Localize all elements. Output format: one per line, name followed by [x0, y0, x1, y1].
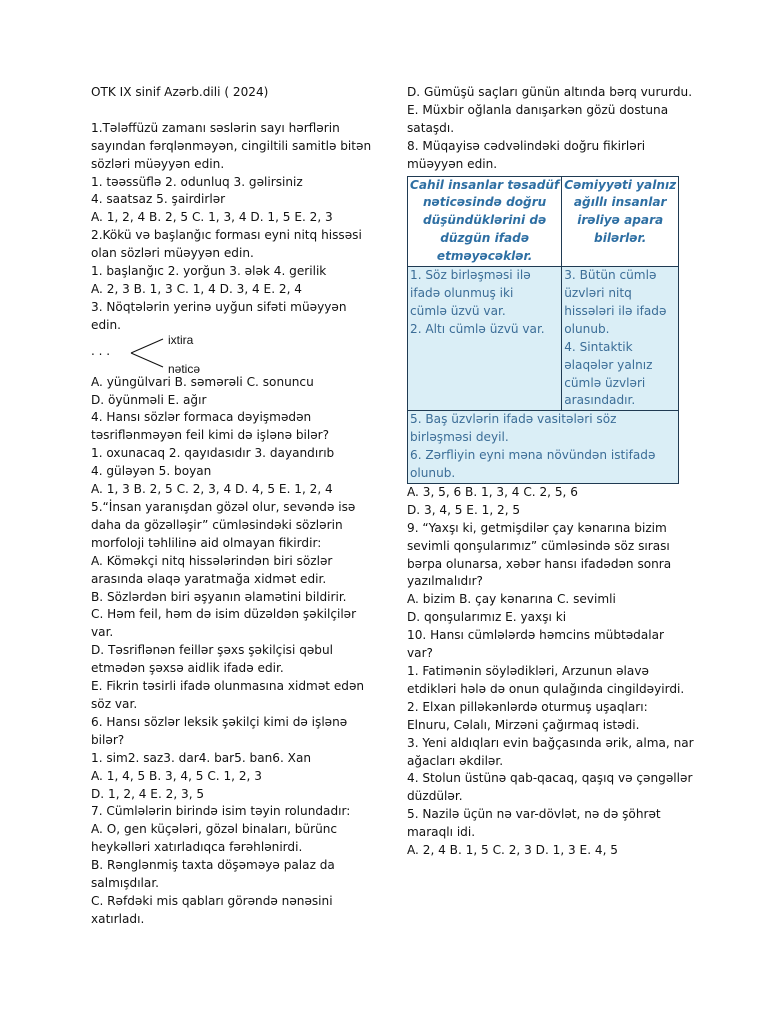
text-line: A. 3, 5, 6 B. 1, 3, 4 C. 2, 5, 6 [407, 484, 578, 499]
diagram-bottom-word: nəticə [168, 361, 201, 376]
table-header-line: nəticəsində doğru [422, 195, 547, 210]
text-line: morfoloji təhlilinə aid olmayan fikirdir: [91, 535, 322, 550]
text-line: olan sözləri müəyyən edin. [91, 246, 254, 261]
text-line: 2.Kökü və başlanğıc forması eyni nitq hissəsi [91, 228, 362, 243]
text-line: bilər? [91, 732, 125, 747]
text-line: B. Rənglənmiş taxta döşəməyə palaz da [91, 858, 335, 873]
text-line: 7. Cümlələrin birində isim təyin rolundadır: [91, 804, 351, 819]
text-line: salmışdılar. [91, 876, 160, 891]
text-line: sayından fərqlənməyən, cingiltili samitlə bitən [91, 138, 372, 153]
branch-diagram [91, 332, 391, 374]
text-line: E. Müxbir oğlanla danışarkən gözü dostuna [407, 102, 669, 117]
text-line: 5.“İnsan yaranışdan gözəl olur, sevəndə isə [91, 500, 356, 515]
branch-arrows-icon [91, 332, 171, 374]
text-line: sözləri müəyyən edin. [91, 156, 225, 171]
text-line: var. [91, 625, 114, 640]
text-line: 1. oxunacaq 2. qayıdasıdır 3. dayandırıb [91, 446, 335, 461]
table-header-line: ağıllı insanlar [573, 195, 667, 210]
table-cell-bottom [408, 411, 679, 484]
text-line: D. 3, 4, 5 E. 1, 2, 5 [407, 502, 521, 517]
table-cell-line: hissələri ilə ifadə [564, 303, 667, 318]
text-line: bərpa olunarsa, xəbər hansı ifadədən sonra [407, 556, 672, 571]
text-line: A. 1, 2, 4 B. 2, 5 C. 1, 3, 4 D. 1, 5 E. 2, 3 [91, 210, 333, 225]
left-text-block [91, 120, 391, 335]
table-cell-line: 5. Baş üzvlərin ifadə vasitələri söz [410, 412, 617, 427]
table-cell-line: 4. Sintaktik [564, 339, 633, 354]
text-line: 1. başlanğıc 2. yorğun 3. ələk 4. gerilik [91, 264, 327, 279]
text-line: 10. Hansı cümlələrdə həmcins mübtədalar [407, 628, 665, 643]
table-cell-line: arasındadır. [564, 393, 636, 408]
table-header-line: düzgün ifadə [440, 231, 530, 246]
text-line: sataşdı. [407, 120, 455, 135]
text-line: 3. Yeni aldıqları evin bağçasında ərik, alma, nar [407, 735, 694, 750]
text-line: söz var. [91, 696, 138, 711]
text-line: yazılmalıdır? [407, 574, 483, 589]
text-line: etdikləri hələ də onun qulağında cingildəyirdi. [407, 681, 685, 696]
text-line: A. 2, 4 B. 1, 5 C. 2, 3 D. 1, 3 E. 4, 5 [407, 843, 618, 858]
text-line: A. 2, 3 B. 1, 3 C. 1, 4 D. 3, 4 E. 2, 4 [91, 281, 302, 296]
text-line: Elnuru, Cəlalı, Mirzəni çağırmaq istədi. [407, 717, 640, 732]
text-line: D. Təsriflənən feillər şəxs şəkilçisi qəbul [91, 643, 334, 658]
text-line: 3. Nöqtələrin yerinə uyğun sifəti müəyyən [91, 299, 347, 314]
text-line: 1. Fatimənin söylədikləri, Arzunun əlavə [407, 664, 649, 678]
text-line: D. 1, 2, 4 E. 2, 3, 5 [91, 786, 205, 801]
text-line: A. bizim B. çay kənarına C. sevimli [407, 592, 616, 607]
table-header-line: bilərlər. [594, 231, 647, 246]
text-line: 8. Müqayisə cədvəlindəki doğru fikirləri [407, 138, 646, 153]
table-cell-line: 1. Söz birləşməsi ilə [410, 268, 531, 283]
text-line: düzdülər. [407, 789, 463, 804]
text-line: D. öyünməli E. ağır [91, 392, 207, 407]
text-line: daha da gözəlləşir” cümləsindəki sözlərin [91, 517, 343, 532]
text-line: var? [407, 646, 433, 661]
table-cell-right [562, 267, 679, 411]
table-cell-line: ifadə olunmuş iki [410, 285, 514, 300]
text-line: 4. Hansı sözlər formaca dəyişmədən [91, 410, 312, 425]
text-line: 1. sim2. saz3. dar4. bar5. ban6. Xan [91, 750, 312, 765]
text-line: C. Həm feil, həm də isim düzəldən şəkilçilər [91, 607, 357, 622]
diagram-dots: . . . [91, 343, 111, 358]
table-header-line: irəliyə apara [577, 213, 664, 228]
table-header-right [562, 176, 679, 267]
right-column [407, 84, 694, 860]
text-line: maraqlı idi. [407, 825, 476, 840]
table-cell-line: cümlə üzvü var. [410, 303, 506, 318]
spacer [91, 102, 391, 120]
text-line: ağacları əkdilər. [407, 753, 504, 768]
table-header-line: Cahil insanlar təsadüf [410, 177, 560, 192]
text-line: A. 1, 4, 5 B. 3, 4, 5 C. 1, 2, 3 [91, 768, 262, 783]
text-line: B. Sözlərdən biri əşyanın əlamətini bildirir. [91, 589, 347, 604]
text-line: arasında əlaqə yaratmağa xidmət edir. [91, 571, 327, 586]
text-line: 4. Stolun üstünə qab-qacaq, qaşıq və çəngəllər [407, 771, 693, 786]
text-line: 9. “Yaxşı ki, getmişdilər çay kənarına bizim [407, 520, 667, 535]
right-text-top [407, 84, 693, 174]
text-line: müəyyən edin. [407, 156, 498, 171]
table-header-line: düşündüklərini də [422, 213, 547, 228]
left-text-block-2 [91, 374, 391, 929]
text-line: A. O, gen küçələri, gözəl binaları, bürünc [91, 822, 338, 837]
table-cell-left [408, 267, 562, 411]
text-line: heykəlləri xatırladıqca fərəhlənirdi. [91, 840, 303, 855]
right-text-bottom [407, 484, 694, 860]
text-line: A. yüngülvari B. səmərəli C. sonuncu [91, 374, 314, 389]
text-line: 4. güləyən 5. boyan [91, 464, 212, 479]
table-cell-line: olunub. [564, 321, 610, 336]
text-line: xatırladı. [91, 911, 145, 926]
table-header-line: Cəmiyyəti yalnız [564, 177, 677, 192]
text-line: 5. Nazilə üçün nə var-dövlət, nə də şöhrət [407, 807, 661, 822]
table-cell-line: 3. Bütün cümlə [564, 268, 657, 283]
text-line: D. qonşularımız E. yaxşı ki [407, 610, 567, 625]
table-cell-line: 2. Altı cümlə üzvü var. [410, 321, 545, 336]
table-cell-line: olunub. [410, 466, 456, 481]
left-column [91, 84, 391, 929]
text-line: C. Rəfdəki mis qabları görəndə nənəsini [91, 893, 333, 908]
table-cell-line: üzvləri nitq [564, 285, 632, 300]
table-header-line: etməyəcəklər. [436, 249, 533, 264]
table-cell-line: əlaqələr yalnız [564, 357, 653, 372]
table-cell-line: 6. Zərfliyin eyni məna növündən istifadə [410, 448, 656, 463]
text-line: 4. saatsaz 5. şairdirlər [91, 192, 226, 207]
text-line: 1. təəssüflə 2. odunluq 3. gəlirsiniz [91, 174, 303, 189]
table-header-left [408, 176, 562, 267]
table-cell-line: birləşməsi deyil. [410, 430, 509, 445]
text-line: 1.Tələffüzü zamanı səslərin sayı hərflərin [91, 120, 340, 135]
diagram-top-word: ixtira [168, 332, 194, 347]
text-line: təsriflənməyən feil kimi də işlənə bilər? [91, 428, 330, 443]
text-line: 6. Hansı sözlər leksik şəkilçi kimi də işlənə [91, 714, 348, 729]
text-line: A. Köməkçi nitq hissələrindən biri sözlər [91, 553, 333, 568]
table-cell-line: cümlə üzvləri [564, 375, 646, 390]
text-line: sevimli qonşularımız” cümləsində söz sırası [407, 538, 670, 553]
text-line: etmədən şəxsə aidlik ifadə edir. [91, 661, 284, 676]
text-line: D. Gümüşü saçları günün altında bərq vururdu. [407, 85, 693, 99]
comparison-table [407, 176, 679, 484]
text-line: A. 1, 3 B. 2, 5 C. 2, 3, 4 D. 4, 5 E. 1, 2, 4 [91, 482, 333, 497]
text-line: edin. [91, 317, 121, 332]
document-header: OTK IX sinif Azərb.dili ( 2024) [91, 85, 269, 99]
text-line: 2. Elxan pilləkənlərdə oturmuş uşaqları: [407, 699, 648, 714]
text-line: E. Fikrin təsirli ifadə olunmasına xidmət edən [91, 679, 365, 694]
